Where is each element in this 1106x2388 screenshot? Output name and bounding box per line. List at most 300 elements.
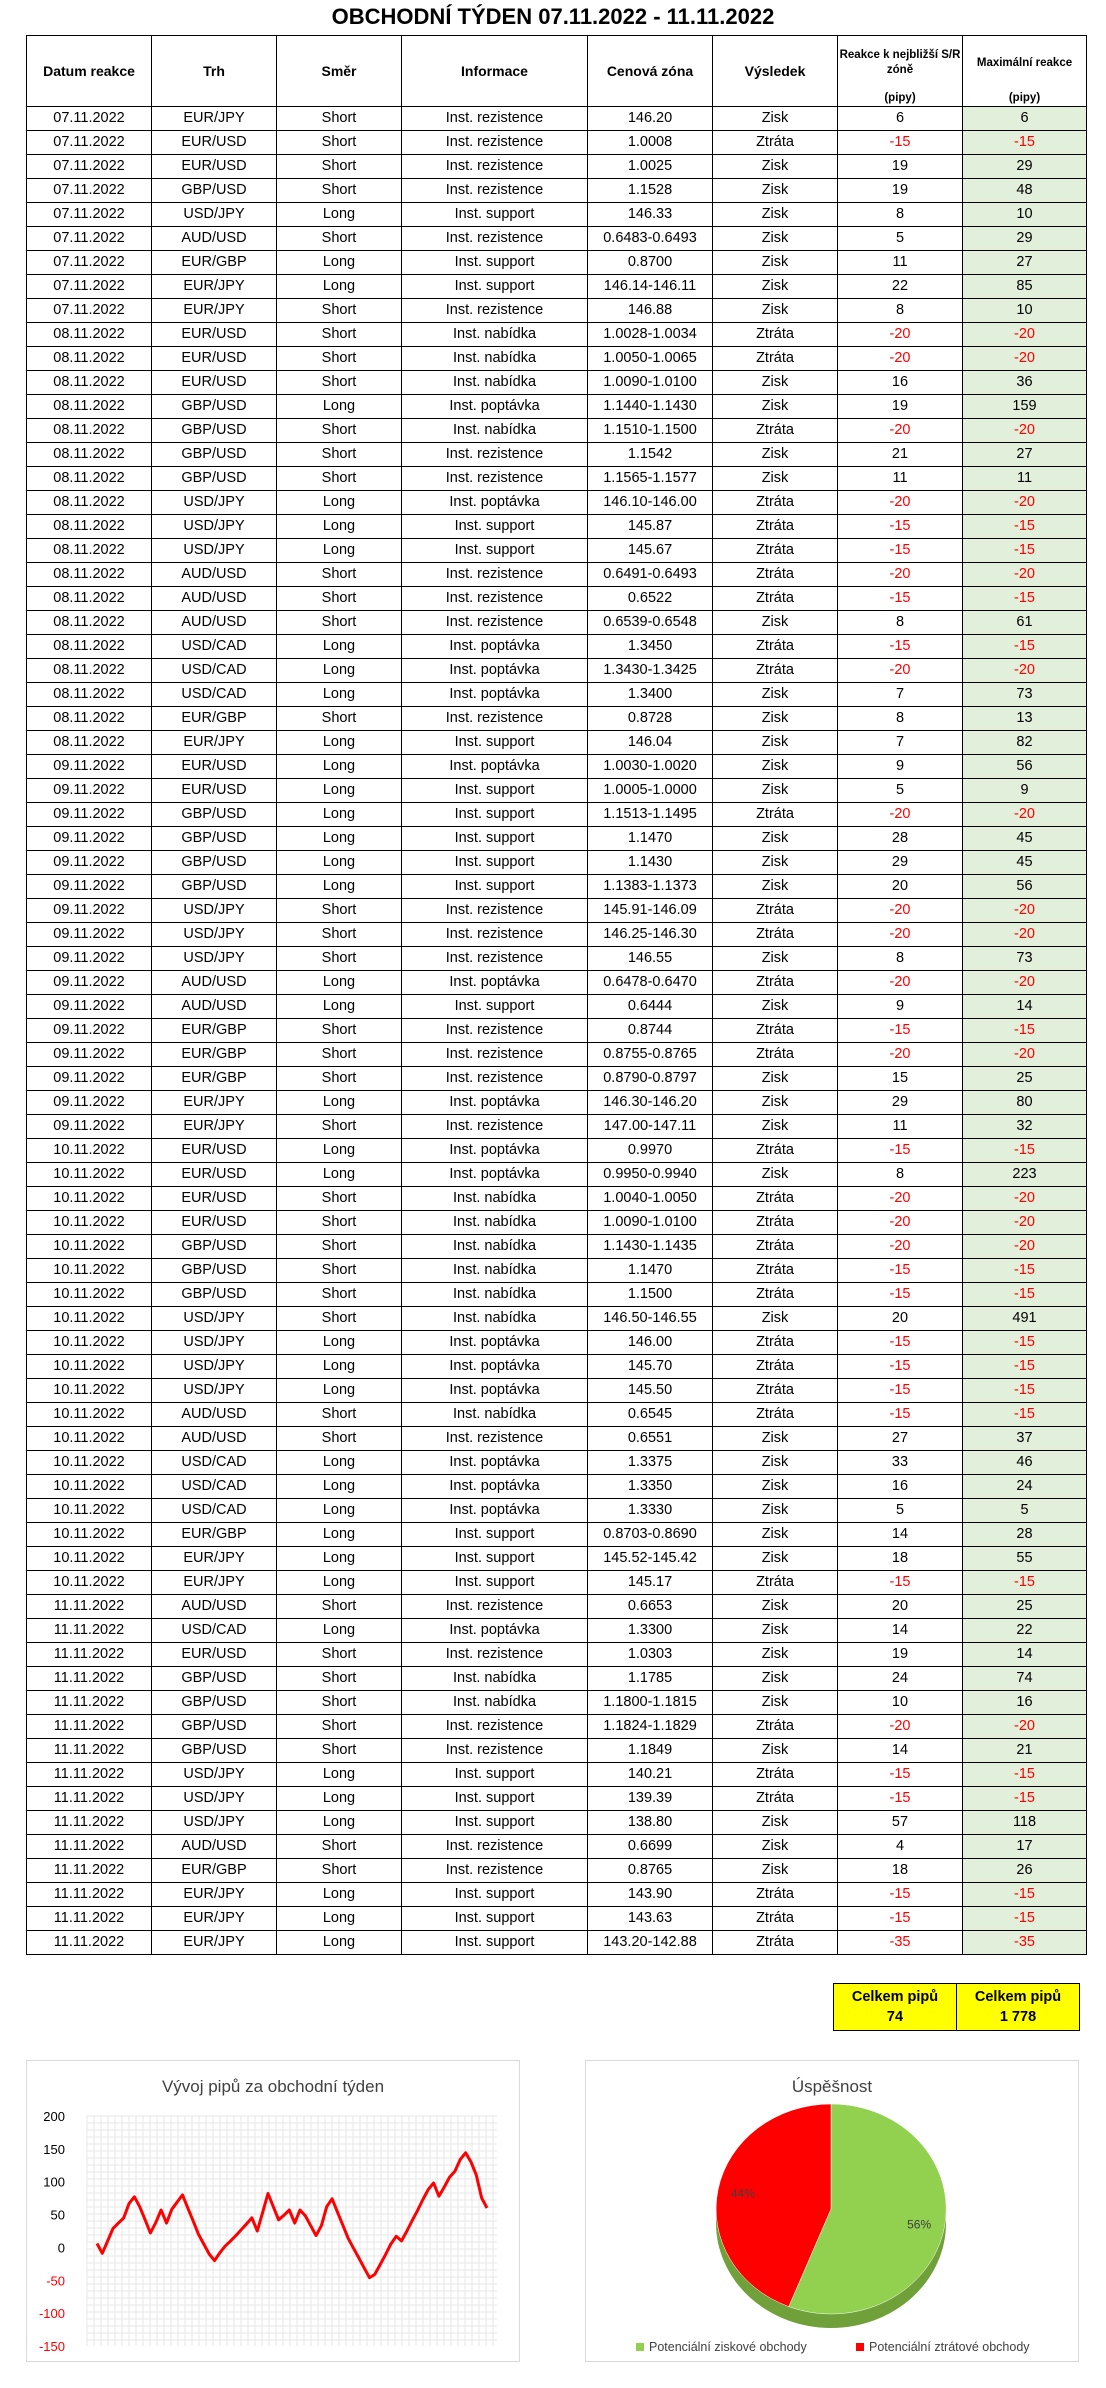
table-row [27,1235,1087,1259]
cell-date: 07.11.2022 [27,131,152,155]
cell-market: USD/JPY [152,515,277,539]
table-row [27,1667,1087,1691]
cell-info: Inst. poptávka [402,659,588,683]
cell-max-reaction: 29 [963,227,1087,251]
cell-price-zone: 0.6653 [588,1595,713,1619]
cell-result: Ztráta [713,1259,838,1283]
cell-market: EUR/JPY [152,107,277,131]
cell-info: Inst. rezistence [402,299,588,323]
cell-reaction: 8 [838,707,963,731]
cell-direction: Short [277,611,402,635]
cell-market: USD/JPY [152,1811,277,1835]
table-row [27,1643,1087,1667]
cell-direction: Long [277,971,402,995]
cell-price-zone: 0.8700 [588,251,713,275]
cell-market: AUD/USD [152,971,277,995]
table-row [27,1427,1087,1451]
table-row [27,803,1087,827]
cell-price-zone: 146.10-146.00 [588,491,713,515]
cell-info: Inst. nabídka [402,1691,588,1715]
table-row [27,1931,1087,1955]
total-max-label: Celkem pipů [974,1989,1062,2005]
cell-date: 11.11.2022 [27,1787,152,1811]
cell-max-reaction: 25 [963,1067,1087,1091]
cell-date: 11.11.2022 [27,1931,152,1955]
cell-reaction: -15 [838,131,963,155]
cell-info: Inst. support [402,779,588,803]
cell-price-zone: 146.55 [588,947,713,971]
y-tick-label: -50 [46,2273,65,2289]
cell-date: 11.11.2022 [27,1667,152,1691]
cell-price-zone: 1.1513-1.1495 [588,803,713,827]
cell-price-zone: 1.1565-1.1577 [588,467,713,491]
cell-price-zone: 1.1528 [588,179,713,203]
cell-date: 09.11.2022 [27,779,152,803]
cell-info: Inst. support [402,827,588,851]
cell-market: EUR/USD [152,1187,277,1211]
cell-market: USD/CAD [152,1451,277,1475]
cell-direction: Long [277,1547,402,1571]
cell-result: Ztráta [713,587,838,611]
cell-price-zone: 1.1785 [588,1667,713,1691]
cell-direction: Long [277,491,402,515]
cell-date: 10.11.2022 [27,1139,152,1163]
cell-date: 09.11.2022 [27,1019,152,1043]
cell-result: Zisk [713,1739,838,1763]
table-row [27,1499,1087,1523]
cell-price-zone: 0.8790-0.8797 [588,1067,713,1091]
cell-market: AUD/USD [152,1835,277,1859]
cell-direction: Short [277,899,402,923]
table-row [27,275,1087,299]
cell-result: Ztráta [713,1379,838,1403]
cell-reaction: -20 [838,1235,963,1259]
header-result: Výsledek [713,36,838,107]
table-row [27,1091,1087,1115]
cell-info: Inst. nabídka [402,371,588,395]
table-row [27,683,1087,707]
cell-max-reaction: 45 [963,851,1087,875]
cell-reaction: -15 [838,587,963,611]
cell-date: 09.11.2022 [27,827,152,851]
cell-market: EUR/JPY [152,1931,277,1955]
cell-max-reaction: 6 [963,107,1087,131]
cell-direction: Long [277,635,402,659]
cell-max-reaction: 13 [963,707,1087,731]
cell-direction: Long [277,755,402,779]
cell-result: Ztráta [713,1763,838,1787]
cell-date: 08.11.2022 [27,395,152,419]
cell-date: 09.11.2022 [27,755,152,779]
table-row [27,1115,1087,1139]
cell-result: Ztráta [713,1235,838,1259]
cell-date: 09.11.2022 [27,1091,152,1115]
cell-market: AUD/USD [152,995,277,1019]
cell-reaction: -15 [838,1283,963,1307]
cell-reaction: -20 [838,659,963,683]
table-row [27,1451,1087,1475]
cell-price-zone: 146.20 [588,107,713,131]
cell-direction: Short [277,1715,402,1739]
cell-reaction: 20 [838,1595,963,1619]
cell-market: EUR/USD [152,155,277,179]
cell-market: USD/JPY [152,1379,277,1403]
table-row [27,659,1087,683]
cell-date: 11.11.2022 [27,1739,152,1763]
cell-result: Ztráta [713,1715,838,1739]
cell-max-reaction: -15 [963,635,1087,659]
cell-reaction: -15 [838,1019,963,1043]
legend-swatch [636,2343,644,2351]
cell-price-zone: 1.3400 [588,683,713,707]
cell-reaction: -20 [838,899,963,923]
cell-market: EUR/USD [152,779,277,803]
table-row [27,179,1087,203]
cell-direction: Long [277,1091,402,1115]
table-row [27,995,1087,1019]
cell-max-reaction: 46 [963,1451,1087,1475]
table-row [27,1811,1087,1835]
cell-reaction: 14 [838,1739,963,1763]
cell-date: 08.11.2022 [27,491,152,515]
cell-market: USD/JPY [152,1787,277,1811]
cell-price-zone: 146.33 [588,203,713,227]
table-row [27,1571,1087,1595]
cell-direction: Short [277,923,402,947]
table-body [27,107,1087,1955]
cell-price-zone: 1.0025 [588,155,713,179]
cell-market: USD/JPY [152,899,277,923]
cell-reaction: 7 [838,683,963,707]
cell-direction: Short [277,1835,402,1859]
cell-market: AUD/USD [152,563,277,587]
cell-reaction: -15 [838,1355,963,1379]
cell-max-reaction: 5 [963,1499,1087,1523]
cell-date: 10.11.2022 [27,1403,152,1427]
cell-max-reaction: 27 [963,443,1087,467]
table-row [27,419,1087,443]
cell-result: Zisk [713,683,838,707]
cell-price-zone: 1.1800-1.1815 [588,1691,713,1715]
cell-info: Inst. support [402,1811,588,1835]
cell-direction: Short [277,227,402,251]
cell-info: Inst. poptávka [402,1139,588,1163]
cell-direction: Long [277,251,402,275]
cell-max-reaction: -20 [963,491,1087,515]
cell-info: Inst. poptávka [402,395,588,419]
cell-result: Zisk [713,611,838,635]
cell-result: Zisk [713,467,838,491]
cell-max-reaction: 82 [963,731,1087,755]
cell-date: 11.11.2022 [27,1835,152,1859]
cell-info: Inst. support [402,731,588,755]
table-row [27,1739,1087,1763]
totals-table [833,1983,1080,2031]
cell-result: Zisk [713,1475,838,1499]
table-row [27,1355,1087,1379]
line-chart [26,2060,520,2362]
cell-market: AUD/USD [152,587,277,611]
cell-price-zone: 0.6483-0.6493 [588,227,713,251]
cell-info: Inst. rezistence [402,1715,588,1739]
cell-max-reaction: -20 [963,419,1087,443]
cell-reaction: 8 [838,299,963,323]
cell-price-zone: 143.20-142.88 [588,1931,713,1955]
table-row [27,1883,1087,1907]
cell-market: GBP/USD [152,395,277,419]
cell-reaction: -15 [838,1907,963,1931]
cell-info: Inst. support [402,803,588,827]
cell-price-zone: 1.1470 [588,827,713,851]
cell-market: GBP/USD [152,1715,277,1739]
y-tick-label: 50 [50,2207,65,2223]
cell-reaction: -20 [838,1043,963,1067]
cell-result: Ztráta [713,515,838,539]
cell-max-reaction: -20 [963,1211,1087,1235]
cell-max-reaction: -20 [963,1043,1087,1067]
cell-direction: Short [277,1115,402,1139]
cell-direction: Long [277,803,402,827]
cell-info: Inst. nabídka [402,1211,588,1235]
cell-result: Ztráta [713,491,838,515]
header-price-zone: Cenová zóna [588,36,713,107]
cell-reaction: -20 [838,1187,963,1211]
cell-direction: Short [277,1403,402,1427]
cell-reaction: 29 [838,851,963,875]
cell-max-reaction: -20 [963,659,1087,683]
cell-direction: Long [277,1499,402,1523]
cell-market: AUD/USD [152,1427,277,1451]
cell-date: 10.11.2022 [27,1331,152,1355]
cell-max-reaction: 25 [963,1595,1087,1619]
cell-info: Inst. poptávka [402,1379,588,1403]
table-row [27,635,1087,659]
cell-result: Zisk [713,1067,838,1091]
cell-price-zone: 147.00-147.11 [588,1115,713,1139]
cell-price-zone: 0.9970 [588,1139,713,1163]
cell-direction: Short [277,299,402,323]
cell-info: Inst. nabídka [402,347,588,371]
table-row [27,755,1087,779]
cell-max-reaction: 159 [963,395,1087,419]
cell-direction: Long [277,1451,402,1475]
cell-direction: Short [277,1667,402,1691]
cell-result: Zisk [713,947,838,971]
cell-market: EUR/JPY [152,731,277,755]
cell-result: Ztráta [713,659,838,683]
cell-direction: Long [277,1619,402,1643]
table-row [27,1859,1087,1883]
y-tick-label: -150 [38,2339,65,2354]
cell-result: Ztráta [713,1403,838,1427]
cell-info: Inst. support [402,1931,588,1955]
cell-reaction: 24 [838,1667,963,1691]
cell-date: 10.11.2022 [27,1523,152,1547]
cell-info: Inst. poptávka [402,1451,588,1475]
cell-result: Ztráta [713,1139,838,1163]
cell-max-reaction: 11 [963,467,1087,491]
cell-date: 09.11.2022 [27,923,152,947]
cell-reaction: -15 [838,1403,963,1427]
cell-direction: Short [277,1259,402,1283]
cell-max-reaction: 17 [963,1835,1087,1859]
cell-market: GBP/USD [152,443,277,467]
cell-direction: Long [277,1475,402,1499]
cell-price-zone: 146.88 [588,299,713,323]
cell-max-reaction: 48 [963,179,1087,203]
table-row [27,323,1087,347]
cell-max-reaction: -15 [963,1259,1087,1283]
cell-date: 08.11.2022 [27,419,152,443]
cell-reaction: 27 [838,1427,963,1451]
cell-info: Inst. nabídka [402,1283,588,1307]
cell-info: Inst. support [402,515,588,539]
cell-date: 09.11.2022 [27,947,152,971]
cell-max-reaction: -15 [963,1763,1087,1787]
cell-result: Zisk [713,731,838,755]
pie-chart-title: Úspěšnost [791,2077,873,2096]
cell-info: Inst. nabídka [402,1235,588,1259]
cell-reaction: 57 [838,1811,963,1835]
cell-reaction: -20 [838,323,963,347]
cell-market: USD/CAD [152,659,277,683]
cell-market: GBP/USD [152,179,277,203]
cell-date: 09.11.2022 [27,1067,152,1091]
cell-price-zone: 0.6545 [588,1403,713,1427]
cell-price-zone: 0.6539-0.6548 [588,611,713,635]
cell-date: 09.11.2022 [27,803,152,827]
cell-max-reaction: -20 [963,923,1087,947]
cell-result: Zisk [713,1667,838,1691]
pie-chart [585,2060,1079,2362]
table-row [27,251,1087,275]
cell-max-reaction: -15 [963,1331,1087,1355]
cell-market: EUR/JPY [152,1115,277,1139]
cell-date: 09.11.2022 [27,995,152,1019]
cell-max-reaction: 73 [963,947,1087,971]
cell-direction: Short [277,707,402,731]
table-row [27,923,1087,947]
table-row [27,1595,1087,1619]
cell-max-reaction: 85 [963,275,1087,299]
cell-price-zone: 146.14-146.11 [588,275,713,299]
cell-result: Zisk [713,707,838,731]
cell-info: Inst. rezistence [402,467,588,491]
cell-info: Inst. poptávka [402,1163,588,1187]
cell-market: USD/CAD [152,1499,277,1523]
table-row [27,587,1087,611]
cell-price-zone: 146.04 [588,731,713,755]
cell-price-zone: 145.52-145.42 [588,1547,713,1571]
cell-info: Inst. support [402,1907,588,1931]
table-row [27,227,1087,251]
cell-market: EUR/JPY [152,275,277,299]
cell-result: Zisk [713,371,838,395]
cell-info: Inst. support [402,995,588,1019]
header-info: Informace [402,36,588,107]
cell-market: EUR/GBP [152,1043,277,1067]
cell-reaction: 8 [838,947,963,971]
cell-info: Inst. nabídka [402,1667,588,1691]
cell-direction: Short [277,1859,402,1883]
pie-chart-svg [586,2061,1078,2361]
cell-max-reaction: 29 [963,155,1087,179]
cell-market: USD/JPY [152,947,277,971]
legend-swatch [856,2343,864,2351]
cell-date: 10.11.2022 [27,1283,152,1307]
cell-price-zone: 1.0040-1.0050 [588,1187,713,1211]
cell-info: Inst. poptávka [402,683,588,707]
cell-date: 11.11.2022 [27,1859,152,1883]
cell-date: 11.11.2022 [27,1643,152,1667]
cell-result: Ztráta [713,1019,838,1043]
cell-date: 10.11.2022 [27,1211,152,1235]
cell-date: 08.11.2022 [27,635,152,659]
cell-date: 11.11.2022 [27,1907,152,1931]
cell-price-zone: 145.50 [588,1379,713,1403]
cell-result: Ztráta [713,1355,838,1379]
cell-max-reaction: -20 [963,899,1087,923]
cell-reaction: -15 [838,1259,963,1283]
table-row [27,707,1087,731]
table-row [27,947,1087,971]
cell-reaction: 16 [838,371,963,395]
cell-info: Inst. rezistence [402,1859,588,1883]
cell-direction: Long [277,515,402,539]
cell-price-zone: 0.8755-0.8765 [588,1043,713,1067]
cell-max-reaction: 22 [963,1619,1087,1643]
cell-direction: Short [277,1643,402,1667]
cell-reaction: 16 [838,1475,963,1499]
cell-price-zone: 1.0028-1.0034 [588,323,713,347]
table-row [27,491,1087,515]
cell-reaction: -15 [838,1379,963,1403]
cell-max-reaction: 24 [963,1475,1087,1499]
cell-market: AUD/USD [152,1403,277,1427]
cell-price-zone: 146.00 [588,1331,713,1355]
cell-market: EUR/GBP [152,1523,277,1547]
cell-date: 08.11.2022 [27,323,152,347]
cell-direction: Short [277,131,402,155]
table-row [27,1307,1087,1331]
cell-info: Inst. poptávka [402,1091,588,1115]
cell-reaction: 7 [838,731,963,755]
cell-date: 08.11.2022 [27,611,152,635]
cell-reaction: 19 [838,179,963,203]
cell-reaction: -15 [838,1331,963,1355]
cell-price-zone: 0.6491-0.6493 [588,563,713,587]
cell-result: Ztráta [713,1883,838,1907]
cell-result: Zisk [713,875,838,899]
cell-info: Inst. poptávka [402,1355,588,1379]
table-row [27,875,1087,899]
cell-info: Inst. poptávka [402,971,588,995]
cell-reaction: -15 [838,1787,963,1811]
cell-result: Zisk [713,251,838,275]
cell-direction: Short [277,1739,402,1763]
cell-max-reaction: -15 [963,1139,1087,1163]
cell-reaction: -20 [838,1211,963,1235]
cell-market: USD/JPY [152,1355,277,1379]
cell-reaction: 33 [838,1451,963,1475]
table-row [27,1403,1087,1427]
cell-price-zone: 1.1430-1.1435 [588,1235,713,1259]
total-reaction-value: 74 [886,2009,904,2025]
cell-max-reaction: -15 [963,1571,1087,1595]
cell-reaction: 9 [838,995,963,1019]
cell-price-zone: 145.70 [588,1355,713,1379]
cell-max-reaction: -15 [963,587,1087,611]
